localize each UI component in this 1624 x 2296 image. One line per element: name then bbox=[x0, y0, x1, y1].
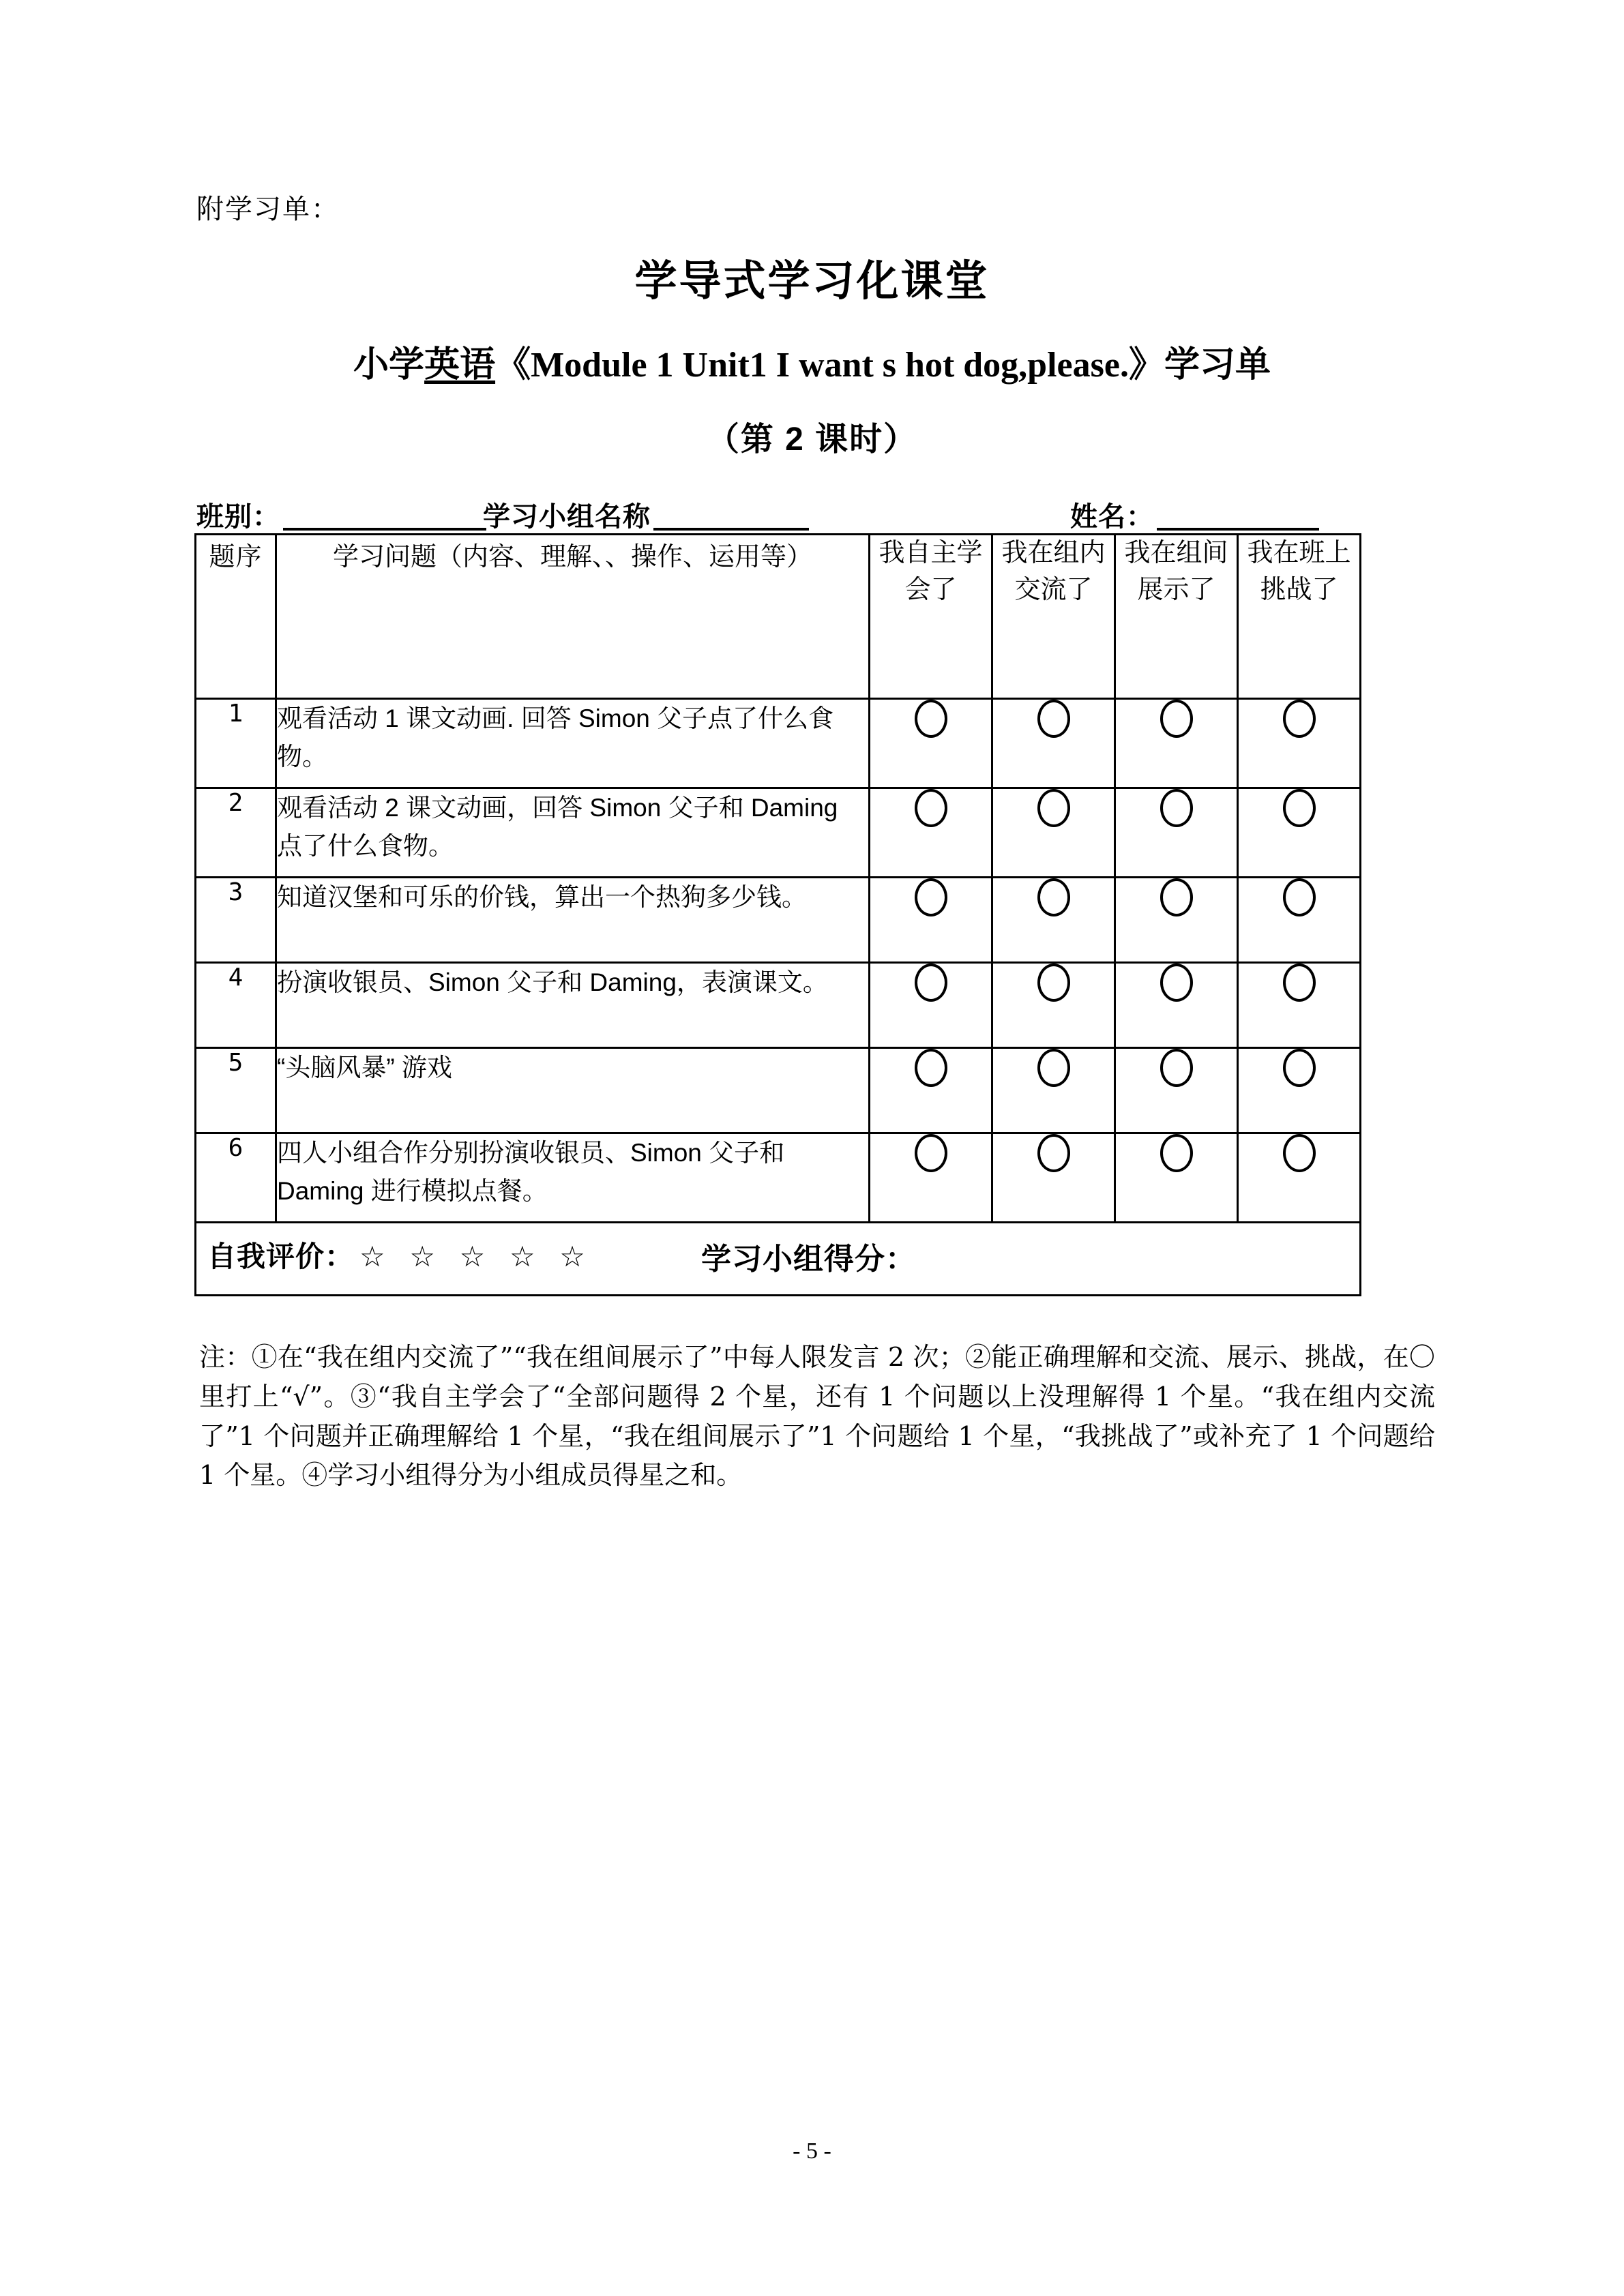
mark-group-discussed[interactable] bbox=[992, 963, 1115, 1048]
mark-class-challenged[interactable] bbox=[1238, 963, 1361, 1048]
table-body bbox=[196, 699, 1361, 1296]
table-row bbox=[196, 699, 1361, 788]
circle-icon[interactable] bbox=[915, 789, 947, 827]
group-name-label: 学习小组名称 bbox=[483, 502, 651, 532]
mark-inter-group-presented[interactable] bbox=[1115, 788, 1238, 878]
row-question: “头脑风暴” 游戏 bbox=[276, 1048, 870, 1133]
summary-cell bbox=[196, 1223, 1361, 1296]
table-row bbox=[196, 1048, 1361, 1133]
table-header-row bbox=[196, 535, 1361, 699]
student-name-blank-line[interactable] bbox=[1157, 522, 1319, 531]
student-name-field[interactable] bbox=[1070, 503, 1319, 531]
mark-self-learned[interactable] bbox=[870, 788, 992, 878]
header-class-challenged: 我在班上挑战了 bbox=[1238, 535, 1361, 699]
mark-class-challenged[interactable] bbox=[1238, 1048, 1361, 1133]
group-name-blank-line[interactable] bbox=[653, 522, 809, 531]
row-index: 1 bbox=[196, 699, 276, 788]
circle-icon[interactable] bbox=[1160, 1134, 1193, 1172]
star-rating[interactable]: ☆ ☆ ☆ ☆ ☆ bbox=[359, 1240, 593, 1272]
mark-class-challenged[interactable] bbox=[1238, 1133, 1361, 1223]
mark-self-learned[interactable] bbox=[870, 699, 992, 788]
lesson-period: （第 2 课时） bbox=[706, 421, 918, 458]
mark-self-learned[interactable] bbox=[870, 1048, 992, 1133]
circle-icon[interactable] bbox=[1037, 878, 1070, 916]
subtitle-prefix: 小学 bbox=[353, 346, 425, 385]
circle-icon[interactable] bbox=[1283, 964, 1316, 1002]
row-question: 知道汉堡和可乐的价钱，算出一个热狗多少钱。 bbox=[276, 878, 870, 963]
row-index: 3 bbox=[196, 878, 276, 963]
mark-group-discussed[interactable] bbox=[992, 1133, 1115, 1223]
row-question: 四人小组合作分别扮演收银员、Simon 父子和 Daming 进行模拟点餐。 bbox=[276, 1133, 870, 1223]
header-index: 题序 bbox=[196, 535, 276, 699]
group-name-field[interactable] bbox=[483, 503, 809, 531]
row-question: 观看活动 1 课文动画. 回答 Simon 父子点了什么食物。 bbox=[276, 699, 870, 788]
mark-inter-group-presented[interactable] bbox=[1115, 878, 1238, 963]
circle-icon[interactable] bbox=[1037, 700, 1070, 738]
circle-icon[interactable] bbox=[1160, 700, 1193, 738]
mark-self-learned[interactable] bbox=[870, 878, 992, 963]
row-index: 4 bbox=[196, 963, 276, 1048]
mark-class-challenged[interactable] bbox=[1238, 878, 1361, 963]
mark-inter-group-presented[interactable] bbox=[1115, 1133, 1238, 1223]
table-row bbox=[196, 1133, 1361, 1223]
row-index: 2 bbox=[196, 788, 276, 878]
circle-icon[interactable] bbox=[915, 1049, 947, 1087]
summary-inner bbox=[196, 1223, 1359, 1294]
circle-icon[interactable] bbox=[1283, 878, 1316, 916]
meta-fields-row bbox=[196, 492, 1360, 531]
table-row bbox=[196, 788, 1361, 878]
group-score-field[interactable] bbox=[701, 1234, 916, 1278]
circle-icon[interactable] bbox=[1037, 1049, 1070, 1087]
table-row bbox=[196, 963, 1361, 1048]
header-group-discussed: 我在组内交流了 bbox=[992, 535, 1115, 699]
header-self-learned: 我自主学会了 bbox=[870, 535, 992, 699]
circle-icon[interactable] bbox=[1283, 789, 1316, 827]
circle-icon[interactable] bbox=[1283, 1049, 1316, 1087]
group-score-label: 学习小组得分： bbox=[701, 1242, 916, 1276]
learning-sheet-table bbox=[194, 533, 1361, 1296]
header-question: 学习问题（内容、理解、、操作、运用等） bbox=[276, 535, 870, 699]
self-evaluation-label: 自我评价： bbox=[207, 1240, 355, 1272]
circle-icon[interactable] bbox=[1037, 789, 1070, 827]
mark-inter-group-presented[interactable] bbox=[1115, 1048, 1238, 1133]
table-row bbox=[196, 878, 1361, 963]
circle-icon[interactable] bbox=[915, 1134, 947, 1172]
mark-group-discussed[interactable] bbox=[992, 878, 1115, 963]
attachment-label: 附学习单： bbox=[196, 194, 340, 225]
mark-inter-group-presented[interactable] bbox=[1115, 963, 1238, 1048]
notes-block: 注：①在“我在组内交流了”“我在组间展示了”中每人限发言 2 次；②能正确理解和交流、展示、挑战，在〇里打上“√”。③“我自主学会了“全部问题得 2 个星，还有 1 个问题以上没理解得 1 个星。“我在组内交流了”1 个问题并正确理解给 1 个星，“我在组间展示了”1 个问题给 1 个星，“我挑战了”或补充了 1 个问题给 1 个星。④学习小组得分为小组成员得星之和。 bbox=[199, 1342, 1435, 1491]
circle-icon[interactable] bbox=[915, 964, 947, 1002]
subtitle-underlined-subject: 英语 bbox=[424, 346, 496, 385]
circle-icon[interactable] bbox=[1160, 1049, 1193, 1087]
class-label: 班别： bbox=[196, 502, 280, 532]
mark-class-challenged[interactable] bbox=[1238, 699, 1361, 788]
mark-class-challenged[interactable] bbox=[1238, 788, 1361, 878]
page-number: - 5 - bbox=[793, 2138, 831, 2164]
class-blank-line[interactable] bbox=[283, 522, 486, 531]
row-index: 6 bbox=[196, 1133, 276, 1223]
header-inter-group-presented: 我在组间展示了 bbox=[1115, 535, 1238, 699]
subtitle-rest: 《Module 1 Unit1 I want s hot dog,please.》学习单 bbox=[495, 346, 1271, 385]
circle-icon[interactable] bbox=[1037, 964, 1070, 1002]
subtitle bbox=[0, 336, 1624, 387]
self-evaluation bbox=[207, 1234, 593, 1275]
circle-icon[interactable] bbox=[1037, 1134, 1070, 1172]
mark-self-learned[interactable] bbox=[870, 1133, 992, 1223]
mark-group-discussed[interactable] bbox=[992, 1048, 1115, 1133]
row-question: 扮演收银员、Simon 父子和 Daming，表演课文。 bbox=[276, 963, 870, 1048]
circle-icon[interactable] bbox=[1160, 964, 1193, 1002]
circle-icon[interactable] bbox=[1283, 1134, 1316, 1172]
circle-icon[interactable] bbox=[1160, 789, 1193, 827]
circle-icon[interactable] bbox=[1160, 878, 1193, 916]
circle-icon[interactable] bbox=[915, 878, 947, 916]
class-field[interactable] bbox=[196, 503, 486, 531]
student-name-label: 姓名： bbox=[1070, 502, 1154, 532]
mark-inter-group-presented[interactable] bbox=[1115, 699, 1238, 788]
circle-icon[interactable] bbox=[915, 700, 947, 738]
mark-group-discussed[interactable] bbox=[992, 788, 1115, 878]
summary-row bbox=[196, 1223, 1361, 1296]
page-title: 学导式学习化课堂 bbox=[634, 258, 990, 305]
circle-icon[interactable] bbox=[1283, 700, 1316, 738]
row-question: 观看活动 2 课文动画，回答 Simon 父子和 Daming 点了什么食物。 bbox=[276, 788, 870, 878]
mark-group-discussed[interactable] bbox=[992, 699, 1115, 788]
mark-self-learned[interactable] bbox=[870, 963, 992, 1048]
row-index: 5 bbox=[196, 1048, 276, 1133]
